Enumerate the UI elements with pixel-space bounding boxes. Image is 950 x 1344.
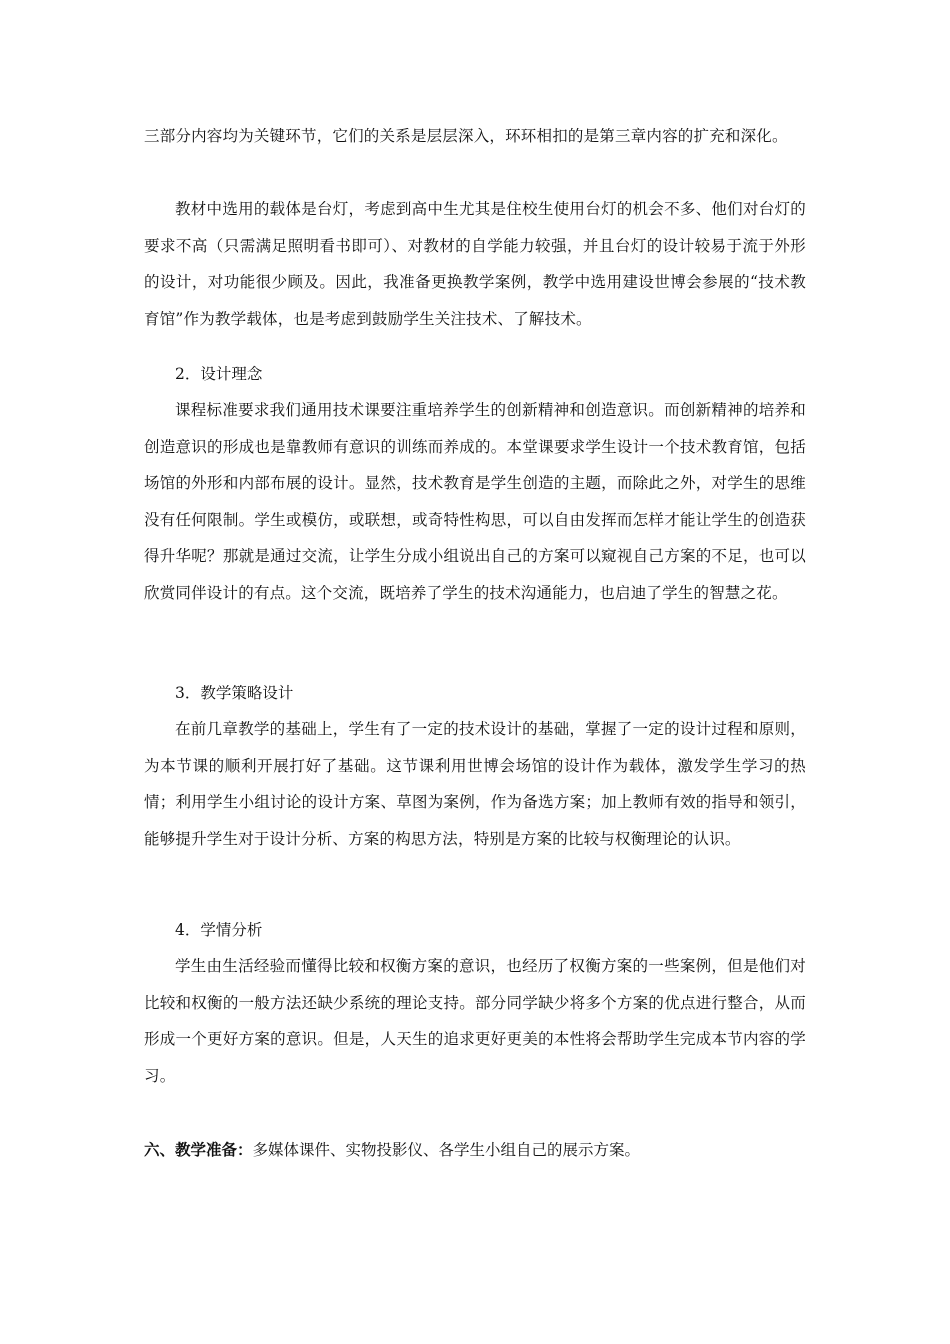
section-body-learner-analysis: 学生由生活经验而懂得比较和权衡方案的意识，也经历了权衡方案的一些案例，但是他们对比较和权衡的一般方法还缺少系统的理论支持。部分同学缺少将多个方案的优点进行整合，从而形成一个更好方案的意识。但是，人天生的追求更好更美的本性将会帮助学生完成本节内容的学习。 — [144, 957, 806, 1085]
section-heading-learner-analysis: 4．学情分析 — [175, 921, 263, 939]
carrier-paragraph: 教材中选用的载体是台灯，考虑到高中生尤其是住校生使用台灯的机会不多、他们对台灯的要求不高（只需满足照明看书即可）、对教材的自学能力较强，并且台灯的设计较易于流于外形的设计，对功能很少顾及。因此，我准备更换教学案例，教学中选用建设世博会参展的“技术教育馆”作为教学载体，也是考虑到鼓励学生关注技术、了解技术。 — [144, 200, 806, 328]
teaching-preparation-content: 多媒体课件、实物投影仪、各学生小组自己的展示方案。 — [252, 1141, 641, 1159]
intro-continuation-paragraph: 三部分内容均为关键环节，它们的关系是层层深入，环环相扣的是第三章内容的扩充和深化。 — [144, 127, 788, 145]
section-body-teaching-strategy: 在前几章教学的基础上，学生有了一定的技术设计的基础，掌握了一定的设计过程和原则，为本节课的顺利开展打好了基础。这节课利用世博会场馆的设计作为载体，激发学生学习的热情；利用学生小组讨论的设计方案、草图为案例，作为备选方案；加上教师有效的指导和领引，能够提升学生对于设计分析、方案的构思方法，特别是方案的比较与权衡理论的认识。 — [144, 720, 806, 848]
section-heading-teaching-strategy: 3．教学策略设计 — [175, 684, 294, 702]
section-heading-design-concept: 2．设计理念 — [175, 365, 263, 383]
teaching-preparation-label: 六、教学准备： — [144, 1140, 253, 1159]
section-body-design-concept: 课程标准要求我们通用技术课要注重培养学生的创新精神和创造意识。而创新精神的培养和创造意识的形成也是靠教师有意识的训练而养成的。本堂课要求学生设计一个技术教育馆，包括场馆的外形和内部布展的设计。显然，技术教育是学生创造的主题，而除此之外，对学生的思维没有任何限制。学生或模仿，或联想，或奇特性构思，可以自由发挥而怎样才能让学生的创造获得升华呢？那就是通过交流，让学生分成小组说出自己的方案可以窥视自己方案的不足，也可以欣赏同伴设计的有点。这个交流，既培养了学生的技术沟通能力，也启迪了学生的智慧之花。 — [144, 401, 806, 602]
teaching-preparation — [144, 1132, 806, 1169]
